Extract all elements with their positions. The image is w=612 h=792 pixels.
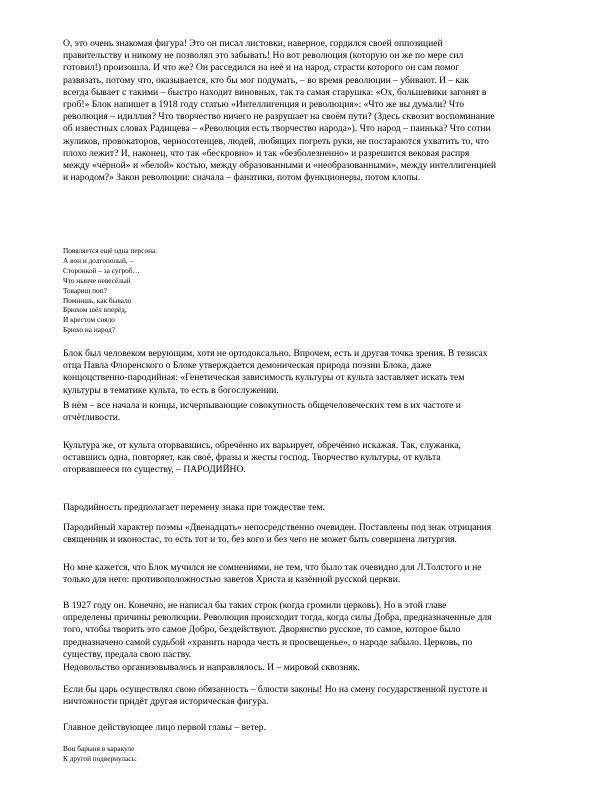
text-line: жуликов, провокаторов, черносотенцев, людей, любящих погреть руки, не постараются ухватить то, что	[63, 135, 489, 147]
verse-line: Вон барыня в каракуле	[63, 744, 135, 753]
text-line: Культура же, от культа оторвавшись, обречённо их варьирует, обречённо искажая. Так, служанка,	[63, 440, 461, 451]
text-line: существу, предала свою паству.	[63, 648, 192, 660]
text-line: культуры в тематике культа, то есть в богослужении.	[63, 384, 279, 396]
text-line: оставшись одна, повторяет, как своё, фразы и жесты господ. Творчество культуры, от культа	[63, 452, 441, 464]
text-line: того, чтобы творить это самое Добро, бездействуют. Дворянство русское, то самое, которое было	[63, 624, 461, 636]
text-line: оторвавшееся по существу, – ПАРОДИЙНО.	[63, 464, 246, 476]
verse-line: Что нынче невесёлый	[63, 275, 131, 285]
paragraph-3	[63, 400, 461, 424]
verse-line: Помнишь, как бывало	[63, 295, 132, 305]
text-line: Пародийность предполагает перемену знака при тождестве тем.	[63, 502, 325, 513]
text-line: предназначено самой судьбой «хранить народа честь и просвещенье», о народе забыло. Церковь, по	[63, 636, 473, 648]
verse-line: Сторонкой – за сугроб…	[63, 265, 140, 275]
paragraph-1	[63, 38, 496, 184]
text-line: и народом?» Закон революции: сначала – фанатики, потом функционеры, потом клопы.	[63, 172, 421, 184]
text-line: ничтожности придёт другая историческая фигура.	[63, 696, 269, 708]
paragraph-8	[63, 600, 492, 661]
text-line: концоцственно-пародийная: «Генетическая зависимость культуры от культа заставляет искать тем	[63, 372, 465, 384]
paragraph-2	[63, 348, 488, 397]
verse-line: И крестом сияло	[63, 315, 115, 325]
text-line: революция – идиллия? Что творчество ничего не разрушает на своём пути? (Здесь сквозит воспоминание	[63, 111, 495, 123]
text-line: О, это очень знакомая фигура! Это он писал листовки, наверное, гордился своей оппозицией	[63, 38, 443, 49]
verse-line: К другой подвернулась:	[63, 753, 137, 763]
text-line: между «чёрной» и «белой» костью, между образованными и «необразованными», между интеллигенцией	[63, 160, 496, 172]
text-line: отчётливости.	[63, 412, 121, 424]
text-line: развязать, потому что, оказывается, кто бы мог подумать, – во время революции – убивают. И – как	[63, 74, 469, 86]
text-line: В 1927 году он. Конечно, не написал бы таких строк (когда громили церковь). Но в этой главе	[63, 600, 447, 611]
text-line: плохо лежит? И, наконец, что так «бескровно» и так «безболезненно» и разрешится вековая распря	[63, 147, 470, 159]
paragraph-4	[63, 440, 461, 477]
text-line: гроб!» Блок напишет в 1918 году статью «Интеллигенция и революция»: «Что же вы думали? Что	[63, 99, 465, 111]
text-line: только для него: противоположностью заветов Христа и казённой русской церкви.	[63, 574, 401, 586]
paragraph-5	[63, 502, 325, 514]
text-line: правительству и никому не позволял это забывать! Но вот революция (которую он же по мере сил	[63, 50, 464, 62]
text-line: Блок был человеком верующим, хотя не ортодоксально. Впрочем, есть и другая точка зрения. В тезисах	[63, 348, 488, 359]
text-line: Недовольство организовывалось и направлялось. И – мировой сквозняк.	[63, 662, 360, 673]
verse-line: Появляется ещё одна персона.	[63, 246, 158, 255]
text-line: готовил!) произошла. И что же? Он расседился на неё и на народ, страсти которого он сам помог	[63, 62, 460, 74]
verse-line: Брюхом шёл вперёд,	[63, 305, 127, 315]
paragraph-6	[63, 522, 491, 546]
text-line: отца Павла Флоренского о Блоке утверждается демоническая природа поэзии Блока, даже	[63, 360, 432, 372]
text-line: Главное действующее лицо первой главы – ветер.	[63, 722, 266, 733]
verse-block-2	[63, 744, 137, 764]
paragraph-11	[63, 722, 266, 734]
paragraph-10	[63, 684, 487, 708]
text-line: всегда бывает с такими – быстро находит виновных, так та самая старушка: «Ох, большевики загонят в	[63, 86, 487, 98]
text-line: Пародийный характер поэмы «Двенадцать» непосредственно очевиден. Поставлены под знак отрицания	[63, 522, 492, 533]
text-line: В нём – все начала и концы, исчерпывающие совокупность общечеловеческих тем в их частоте и	[63, 400, 461, 411]
text-line: Но мне кажется, что Блок мучился не сомнениями, не тем, что было так очевидно для Л.Толстого и не	[63, 562, 482, 573]
verse-line: Брюхо на народ?	[63, 325, 115, 335]
paragraph-9	[63, 662, 360, 674]
verse-line: А вон и долгополый, –	[63, 255, 134, 265]
text-line: определены причины революции. Революция происходит тогда, когда силы Добра, предназначенные для	[63, 612, 492, 624]
text-line: Если бы царь осуществлял свою обязанность – блюсти законы! Но на смену государственной пустоте и	[63, 684, 488, 695]
verse-line: Товарищ поп?	[63, 285, 107, 295]
text-line: священник и иконостас, то есть тот и то, без кого и без чего не может быть совершена литургия.	[63, 534, 457, 546]
text-line: об известных словах Радищева – «Революция есть творчество народа»). Что народ – паинька? Что сотни	[63, 123, 491, 135]
paragraph-7	[63, 562, 481, 586]
verse-block-1	[63, 246, 157, 335]
